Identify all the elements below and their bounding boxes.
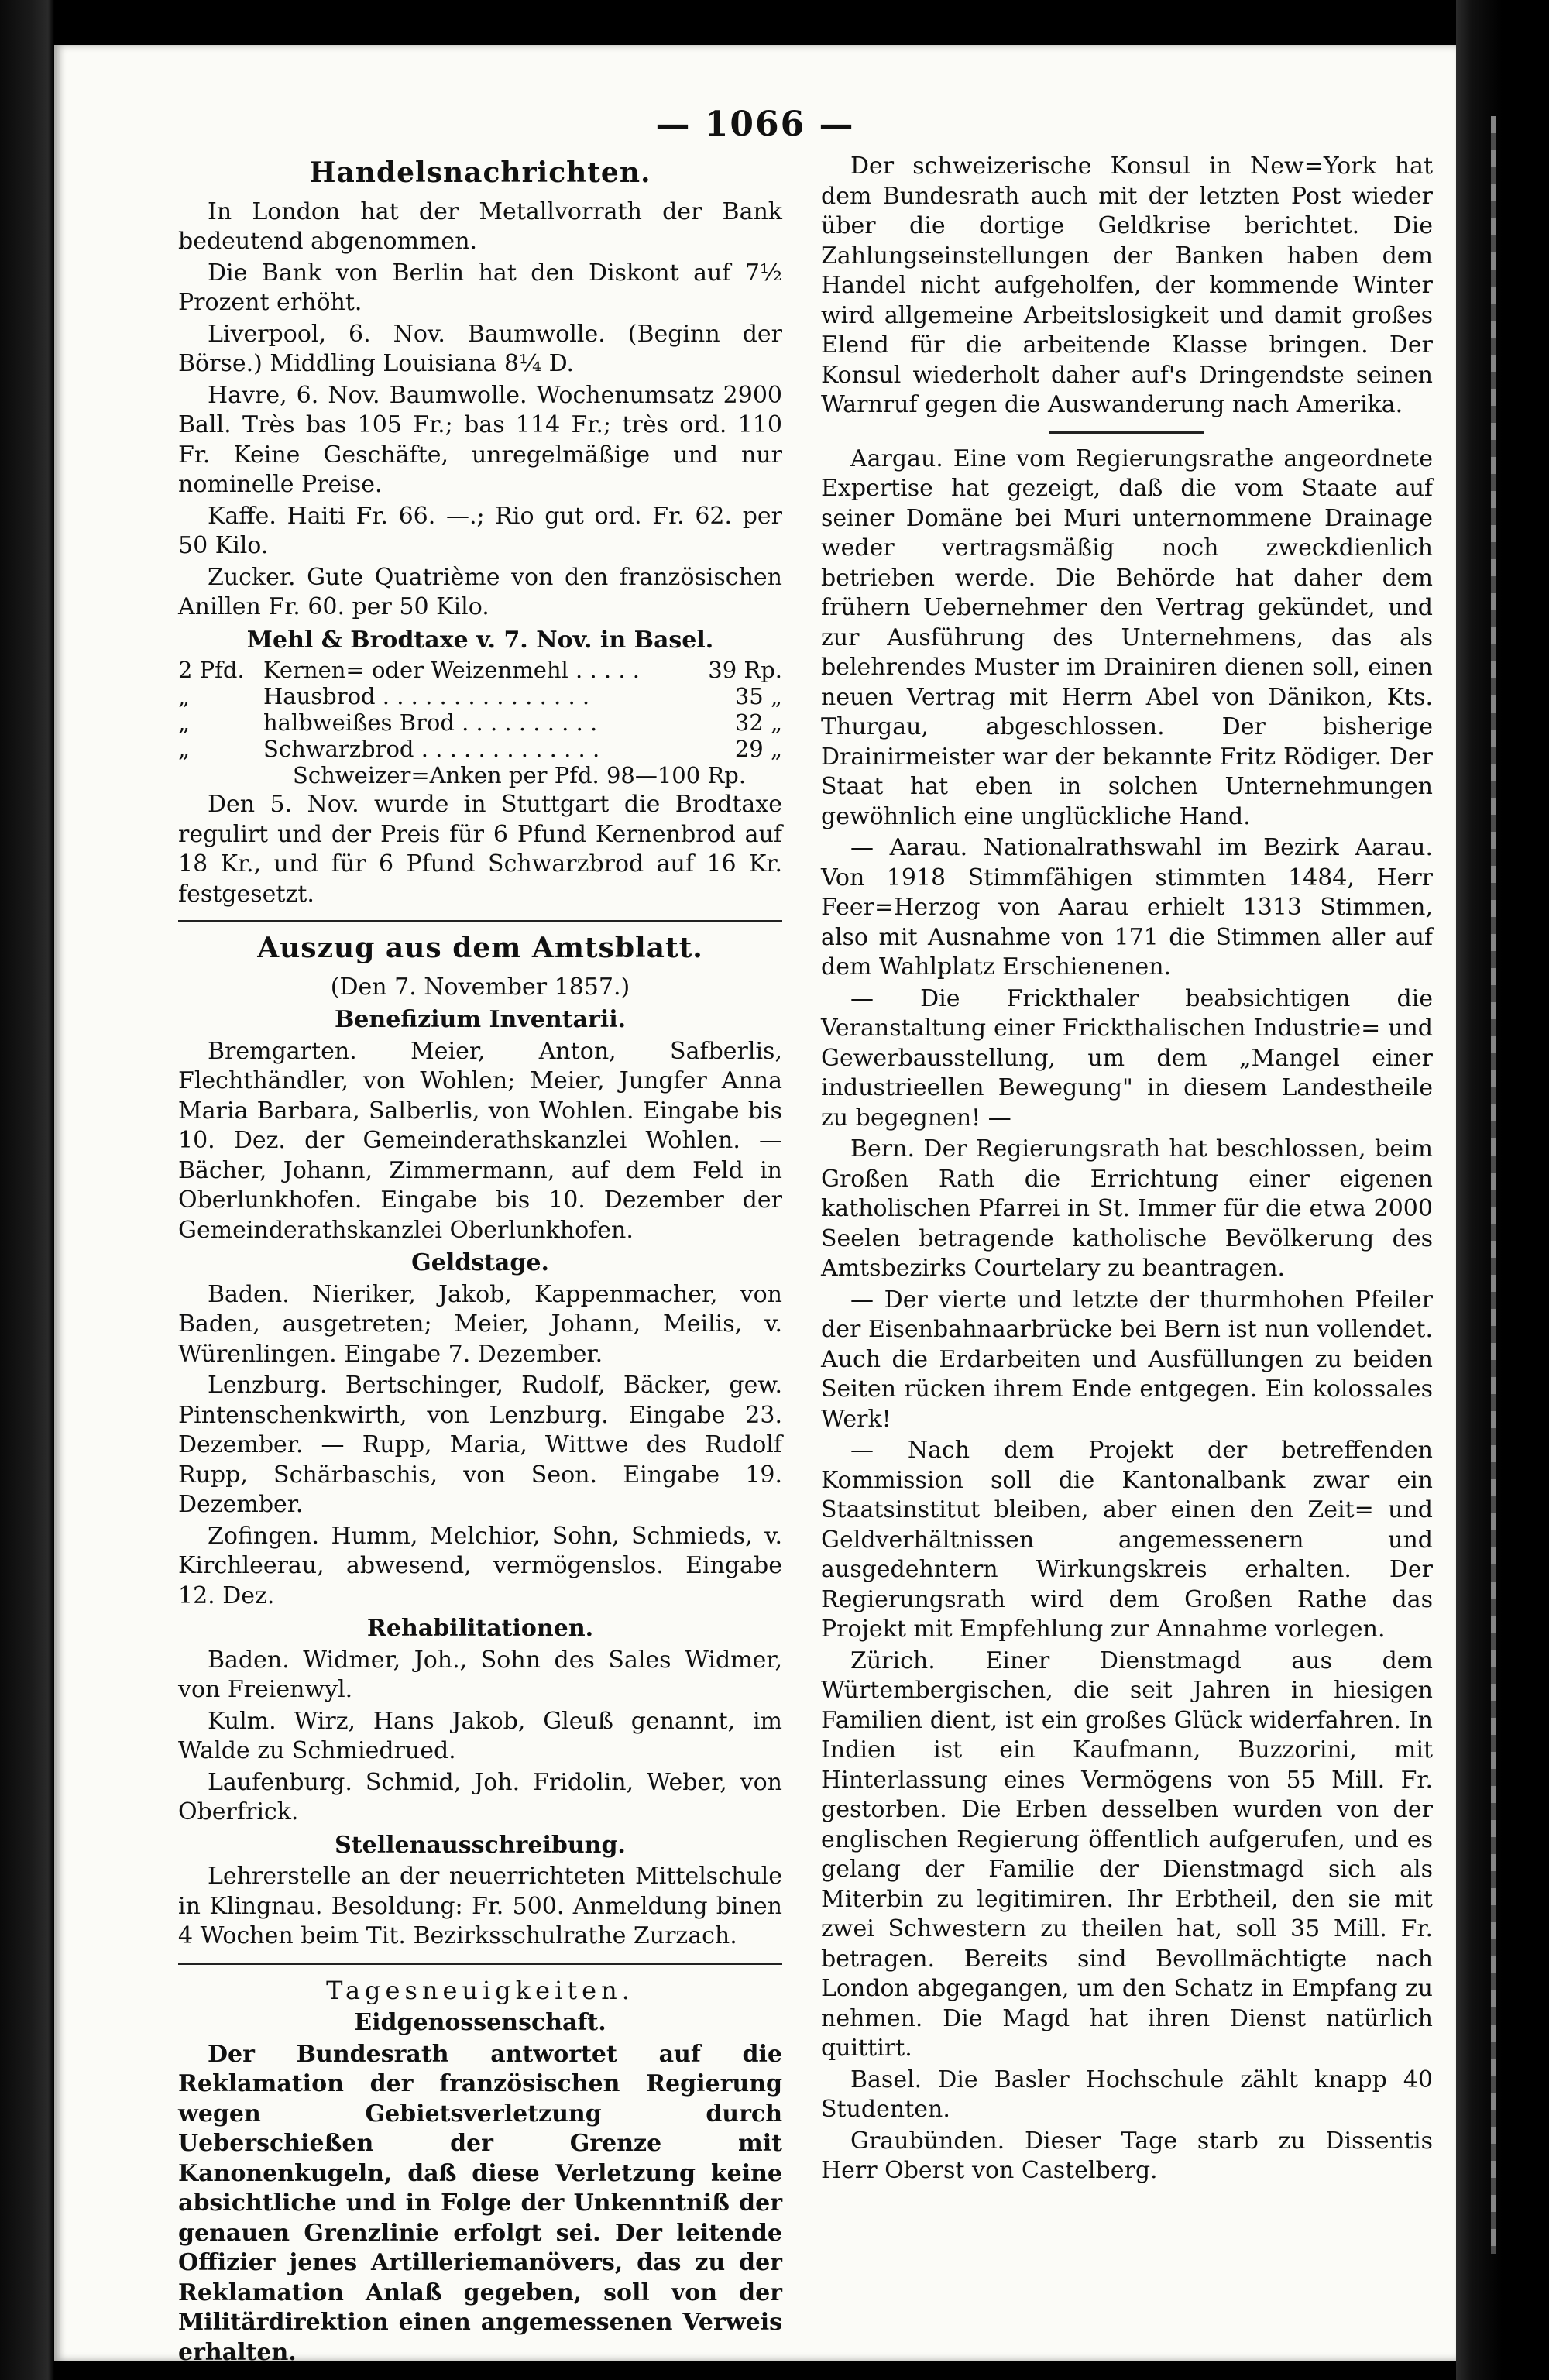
rehab-heading: Rehabilitationen. [366, 1615, 594, 1642]
section-divider [1049, 431, 1204, 434]
handel-paragraph: Zucker. Gute Quatrième von den französischen Anillen Fr. 60. per 50 Kilo. [178, 563, 782, 620]
stellen-paragraph: Lehrerstelle an der neuerrichteten Mittelschule in Klingnau. Besoldung: Fr. 500. Anmeldung binen 4 Wochen beim Tit. Bezirksschulrathe Zurzach. [178, 1863, 782, 1949]
beneficium-paragraph: Bremgarten. Meier, Anton, Safberlis, Flechthändler, von Wohlen; Meier, Jungfer Anna Maria Barbara, Salberlis, von Wohlen. Eingabe bis 10. Dez. der Gemeinderathskanzlei Wohlen. — Bächer, Johann, Zimmermann, auf dem Feld in Oberlunkhofen. Eingabe bis 10. Dezember der Gemeinderathskanzlei Oberlunkhofen. [178, 1037, 782, 1244]
table-row [178, 736, 782, 762]
qty-cell: „ [178, 683, 191, 709]
table-row [178, 657, 782, 683]
amtsblatt-date: (Den 7. November 1857.) [330, 973, 630, 1001]
handel-paragraph: Die Bank von Berlin hat den Diskont auf 7½ Prozent erhöht. [178, 259, 782, 316]
qty-cell: „ [178, 736, 191, 762]
stellen-heading: Stellenausschreibung. [335, 1831, 626, 1859]
table-row [178, 683, 782, 709]
section-divider [178, 920, 782, 922]
rehab-paragraph: Baden. Widmer, Joh., Sohn des Sales Widmer, von Freienwyl. [178, 1646, 782, 1703]
rehab-paragraph: Laufenburg. Schmid, Joh. Fridolin, Weber, von Oberfrick. [178, 1768, 782, 1825]
news-paragraph: — Nach dem Projekt der betreffenden Kommission soll die Kantonalbank zwar ein Staatsinstitut bleiben, aber einen den Zeit= und Geldverhältnissen angemessenern und ausgedehntern Wirkungskreis erhalten. Der Regierungsrath wird dem Großen Rathe das Projekt mit Empfehlung zur Annahme vorlegen. [821, 1437, 1433, 1643]
item-cell: halbweißes Brod . . . . . . . . . . [263, 709, 598, 736]
right-column [821, 152, 1433, 2188]
news-paragraph: — Der vierte und letzte der thurmhohen Pfeiler der Eisenbahnaarbrücke bei Bern ist nun vollendet. Auch die Erdarbeiten und Ausfüllungen zu beiden Seiten rücken ihrem Ende entgegen. Ein kolossales Werk! [821, 1286, 1433, 1433]
eidg-paragraph: Der Bundesrath antwortet auf die Reklamation der französischen Regierung wegen Gebietsverletzung durch Ueberschießen der Grenze mit Kanonenkugeln, daß diese Verletzung keine absichtliche und in Folge der Unkenntniß der genauen Grenzlinie erfolgt sei. Der leitende Offizier jenes Artilleriemanövers, das zu der Reklamation Anlaß gegeben, soll von der Militärdirektion einen angemessenen Verweis erhalten. [178, 2040, 782, 2366]
news-paragraph: — Aarau. Nationalrathswahl im Bezirk Aarau. Von 1918 Stimmfähigen stimmten 1484, Herr Feer=Herzog von Aarau erhielt 1313 Stimmen, also mit Ausnahme von 171 die Stimmen aller auf dem Wahlplatz Erschienenen. [821, 834, 1433, 981]
handel-paragraph: Havre, 6. Nov. Baumwolle. Wochenumsatz 2900 Ball. Très bas 105 Fr.; bas 114 Fr.; très ord. 110 Fr. Keine Geschäfte, unregelmäßige und nur nominelle Preise. [178, 381, 782, 498]
qty-cell: 2 Pfd. [178, 657, 245, 683]
news-paragraph: Basel. Die Basler Hochschule zählt knapp 40 Studenten. [821, 2066, 1433, 2123]
value-cell: 39 Rp. [708, 657, 782, 683]
book-edge [1456, 0, 1549, 2380]
geldstage-paragraph: Baden. Nieriker, Jakob, Kappenmacher, von Baden, ausgetreten; Meier, Johann, Meilis, v. Würenlingen. Eingabe 7. Dezember. [178, 1280, 782, 1368]
value-cell: 35 „ [734, 683, 782, 709]
stuttgart-paragraph: Den 5. Nov. wurde in Stuttgart die Brodtaxe regulirt und der Preis für 6 Pfund Kernenbrod auf 18 Kr., und für 6 Pfund Schwarzbrod auf 16 Kr. festgesetzt. [178, 791, 782, 908]
page-ruler [1491, 116, 1496, 2254]
qty-cell: „ [178, 709, 191, 736]
news-paragraph: Graubünden. Dieser Tage starb zu Dissentis Herr Oberst von Castelberg. [821, 2127, 1433, 2184]
news-paragraph: Aargau. Eine vom Regierungsrathe angeordnete Expertise hat gezeigt, daß die vom Staate auf seiner Domäne bei Muri unternommene Drainage weder vertragsmäßig noch zweckdienlich betrieben werde. Die Behörde hat daher dem frühern Uebernehmer den Vertrag gekündet, und zur Ausführung des Unternehmens, das als belehrendes Muster im Drainiren dienen soll, einen neuen Vertrag mit Herrn Abel von Dänikon, Kts. Thurgau, abgeschlossen. Der bisherige Drainirmeister war der bekannte Fritz Rödiger. Der Staat hat eben in solchen Unternehmungen gewöhnlich eine unglückliche Hand. [821, 445, 1433, 830]
anken-price: Schweizer=Anken per Pfd. 98—100 Rp. [293, 762, 747, 788]
item-cell: Kernen= oder Weizenmehl . . . . . [263, 657, 641, 683]
page-number: — 1066 — [655, 105, 855, 144]
amtsblatt-heading: Auszug aus dem Amtsblatt. [257, 932, 703, 964]
handel-paragraph: Liverpool, 6. Nov. Baumwolle. (Beginn der Börse.) Middling Louisiana 8¼ D. [178, 320, 782, 377]
news-paragraph: Zürich. Einer Dienstmagd aus dem Würtembergischen, die seit Jahren in hiesigen Familien dient, ist ein großes Glück widerfahren. In Indien ist ein Kaufmann, Buzzorini, mit Hinterlassung eines Vermögens von 55 Mill. Fr. gestorben. Die Erben desselben wurden von der englischen Regierung öffentlich aufgerufen, und es gelang der Familie der Dienstmagd sich als Miterbin zu legitimiren. Ihr Erbtheil, den sie mit zwei Schwestern zu theilen hat, soll 35 Mill. Fr. betragen. Bereits sind Bevollmächtigte nach London abgegangen, um den Schatz in Empfang zu nehmen. Die Magd hat ihren Dienst natürlich quittirt. [821, 1647, 1433, 2062]
section-divider [178, 1963, 782, 1965]
news-paragraph: — Die Frickthaler beabsichtigen die Veranstaltung einer Frickthalischen Industrie= und Gewerbausstellung, um dem „Mangel einer industrieellen Bewegung" in diesem Landestheile zu begegnen! — [821, 984, 1433, 1132]
geldstage-paragraph: Zofingen. Humm, Melchior, Sohn, Schmieds, v. Kirchleerau, abwesend, vermögenslos. Eingabe 12. Dez. [178, 1522, 782, 1609]
eidg-heading: Eidgenossenschaft. [354, 2009, 606, 2036]
table-row [178, 709, 782, 736]
geldstage-paragraph: Lenzburg. Bertschinger, Rudolf, Bäcker, gew. Pintenschenkwirth, von Lenzburg. Eingabe 23. Dezember. — Rupp, Maria, Wittwe des Rudolf Rupp, Schärbaschis, von Seon. Eingabe 19. Dezember. [178, 1372, 782, 1518]
news-paragraph: Bern. Der Regierungsrath hat beschlossen, beim Großen Rath die Errichtung einer eigenen katholischen Pfarrei in St. Immer für die etwa 2000 Seelen betragende katholische Bevölkerung des Amtsbezirks Courtelary zu beantragen. [821, 1135, 1433, 1282]
left-column [178, 152, 782, 2369]
brodtaxe-heading: Mehl & Brodtaxe v. 7. Nov. in Basel. [246, 626, 714, 654]
rehab-paragraph: Kulm. Wirz, Hans Jakob, Gleuß genannt, im Walde zu Schmiedrued. [178, 1707, 782, 1764]
handel-heading: Handelsnachrichten. [309, 156, 651, 189]
beneficium-heading: Benefizium Inventarii. [334, 1006, 627, 1033]
konsul-paragraph: Der schweizerische Konsul in New=York hat dem Bundesrath auch mit der letzten Post wieder über die dortige Geldkrise berichtet. Die Zahlungseinstellungen der Banken haben dem Handel nicht aufgeholfen, der kommende Winter wird allgemeine Arbeitslosigkeit und damit großes Elend für die arbeitende Klasse bringen. Der Konsul wiederholt daher auf's Dringendste seinen Warnruf gegen die Auswanderung nach Amerika. [821, 153, 1433, 418]
tages-heading: Tagesneuigkeiten. [326, 1975, 634, 2005]
item-cell: Schwarzbrod . . . . . . . . . . . . . [263, 736, 600, 762]
handel-paragraph: In London hat der Metallvorrath der Bank bedeutend abgenommen. [178, 197, 782, 255]
handel-paragraph: Kaffe. Haiti Fr. 66. —.; Rio gut ord. Fr. 62. per 50 Kilo. [178, 502, 782, 559]
brodtaxe-table [178, 657, 782, 762]
value-cell: 32 „ [734, 709, 782, 736]
geldstage-heading: Geldstage. [411, 1249, 549, 1276]
value-cell: 29 „ [734, 736, 782, 762]
item-cell: Hausbrod . . . . . . . . . . . . . . . [263, 683, 590, 709]
